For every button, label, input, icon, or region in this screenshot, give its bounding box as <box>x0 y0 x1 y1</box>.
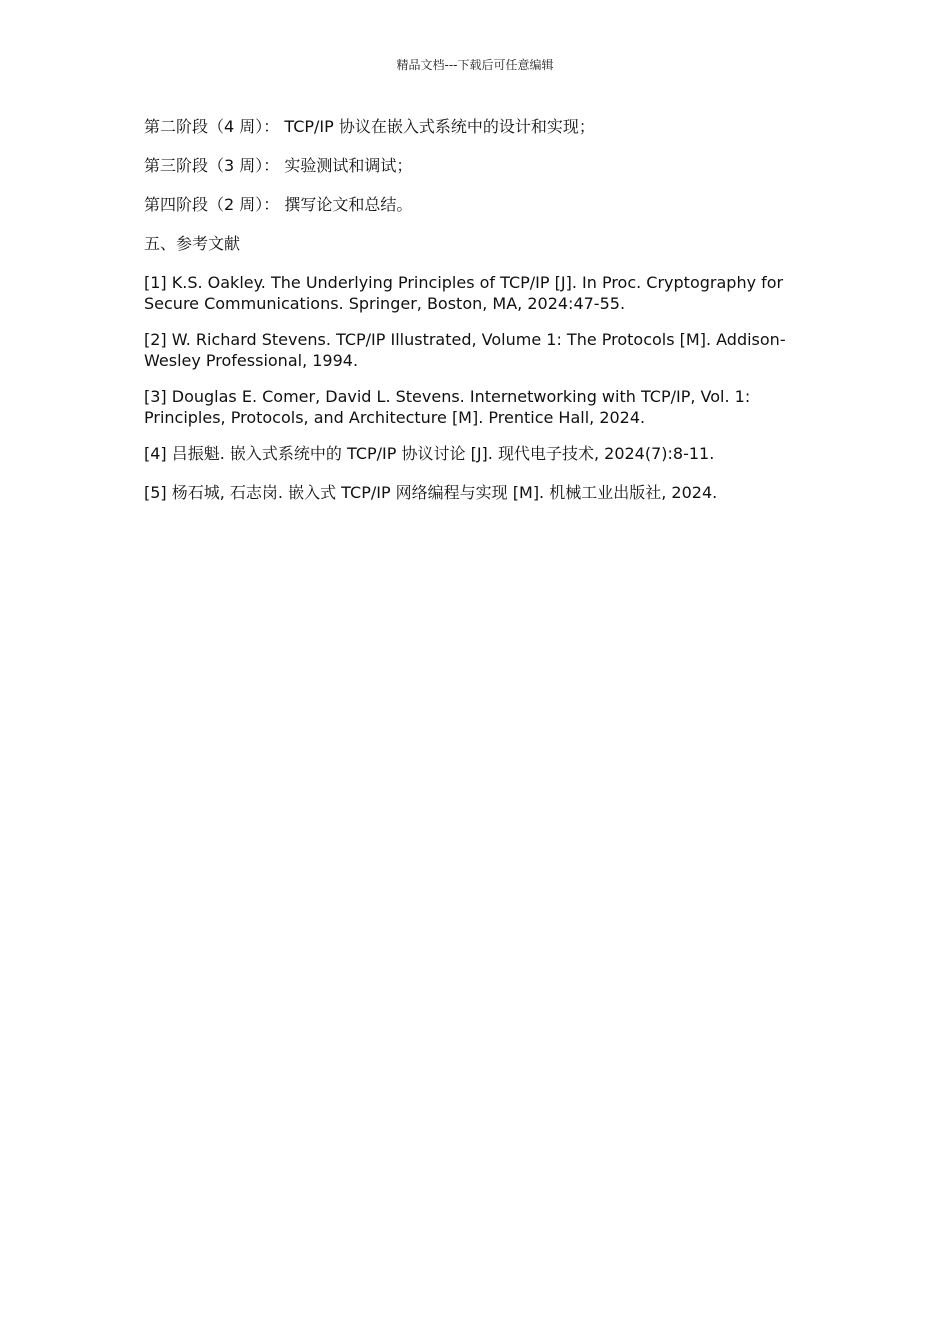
reference-item-4: [4] 吕振魁. 嵌入式系统中的 TCP/IP 协议讨论 [J]. 现代电子技术, 2024(7):8-11. <box>144 444 715 463</box>
page-header: 精品文档---下载后可任意编辑 <box>396 58 554 72</box>
schedule-stage-2: 第二阶段（4 周）： TCP/IP 协议在嵌入式系统中的设计和实现； <box>144 117 595 136</box>
schedule-stage-3: 第三阶段（3 周）： 实验测试和调试； <box>144 156 413 175</box>
reference-item-2: [2] W. Richard Stevens. TCP/IP Illustrated, Volume 1: The Protocols [M]. Addison-Wesley Professional, 1994. <box>144 330 786 370</box>
references-heading: 五、参考文献 <box>144 234 241 253</box>
reference-item-1: [1] K.S. Oakley. The Underlying Principles of TCP/IP [J]. In Proc. Cryptography for Secure Communications. Springer, Boston, MA, 2024:47-55. <box>144 273 784 313</box>
page-body <box>144 116 809 521</box>
reference-item-3: [3] Douglas E. Comer, David L. Stevens. Internetworking with TCP/IP, Vol. 1: Principles, Protocols, and Architecture [M]. Prentice Hall, 2024. <box>144 387 751 427</box>
reference-item-5: [5] 杨石城, 石志岗. 嵌入式 TCP/IP 网络编程与实现 [M]. 机械工业出版社, 2024. <box>144 483 718 502</box>
schedule-stage-4: 第四阶段（2 周）： 撰写论文和总结。 <box>144 195 413 214</box>
